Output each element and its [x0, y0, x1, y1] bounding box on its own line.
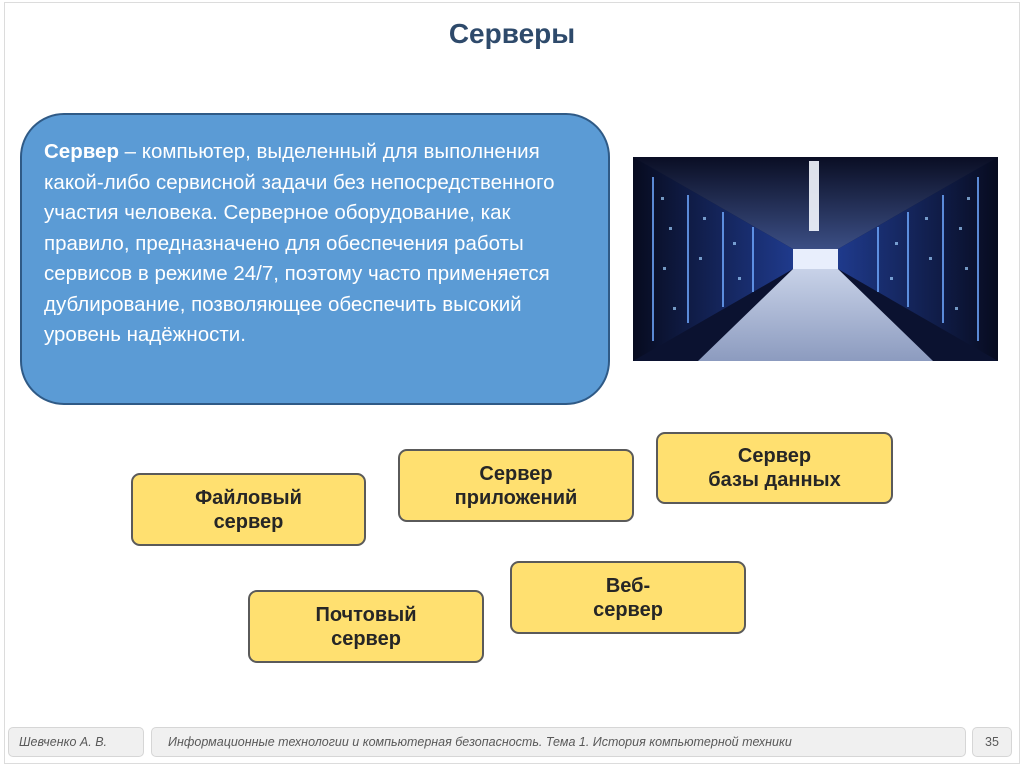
file-server-box: Файловый сервер: [131, 473, 366, 546]
application-server-box: Сервер приложений: [398, 449, 634, 522]
definition-box: [20, 113, 610, 405]
definition-term: Сервер: [44, 140, 119, 163]
web-server-box: Веб- сервер: [510, 561, 746, 634]
mail-server-box: Почтовый сервер: [248, 590, 484, 663]
definition-text: – компьютер, выделенный для выполнения какой-либо сервисной задачи без непосредственного участия человека. Серверное оборудование, как правило, предназначено для обеспечения работы сервисов в режиме 24/7, поэтому часто применяется дублирование, позволяющее обеспечить высокий уровень надёжности.: [44, 140, 555, 346]
footer-author: Шевченко А. В.: [8, 727, 144, 757]
database-server-box: Сервер базы данных: [656, 432, 893, 504]
slide-title: Серверы: [448, 18, 576, 49]
footer-course: Информационные технологии и компьютерная безопасность. Тема 1. История компьютерной техники: [151, 727, 966, 757]
page-number: 35: [972, 727, 1012, 757]
server-room-photo: [633, 157, 998, 361]
